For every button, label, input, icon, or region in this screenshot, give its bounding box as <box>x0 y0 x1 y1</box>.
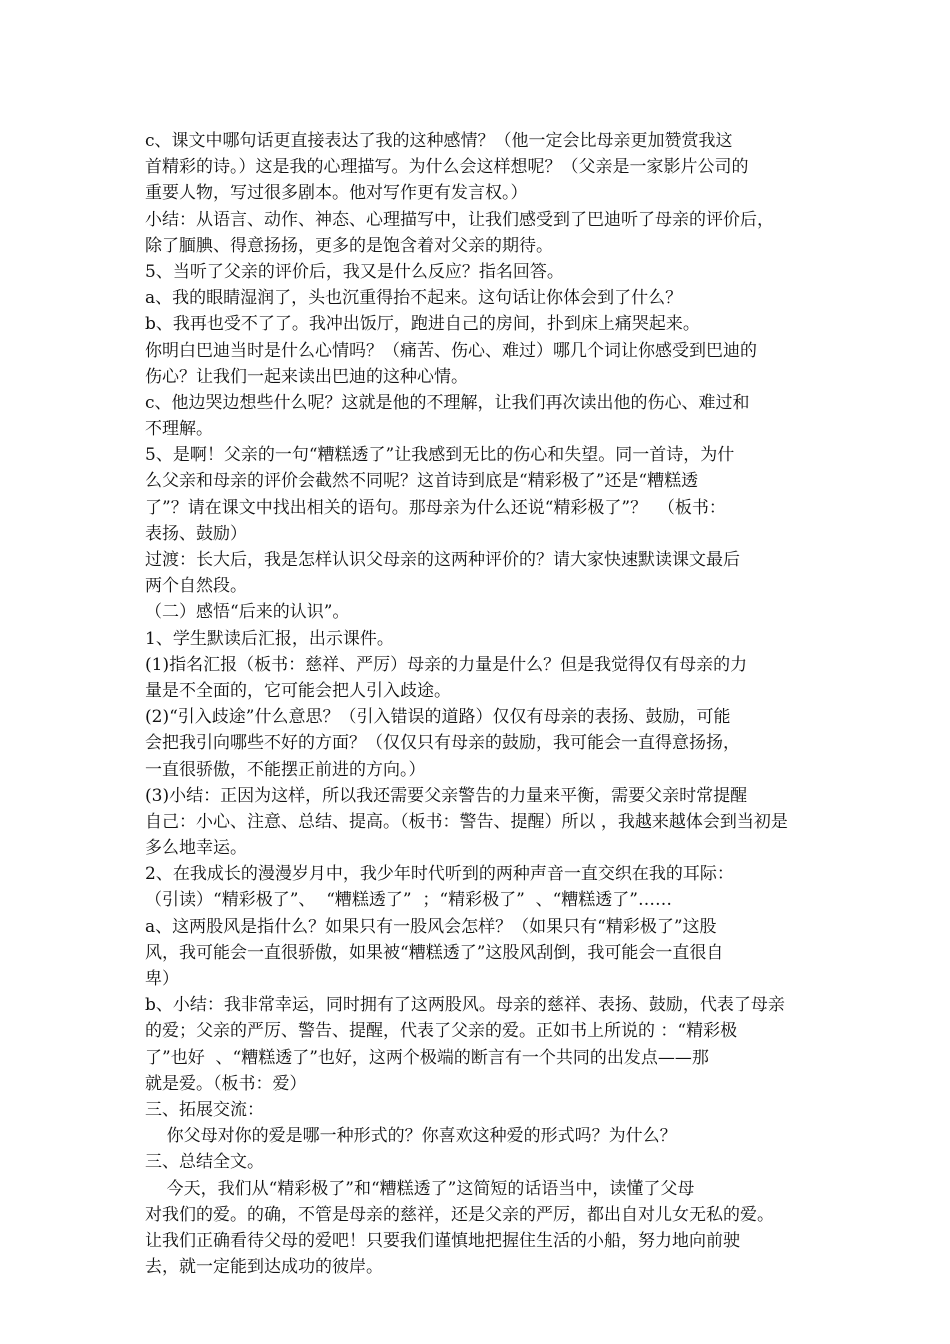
text-line: 1、学生默读后汇报，出示课件。 <box>145 628 394 649</box>
text-line: (1)指名汇报（板书：慈祥、严厉）母亲的力量是什么？但是我觉得仅有母亲的力 <box>145 654 748 675</box>
text-line: 就是爱。（板书：爱） <box>145 1073 307 1094</box>
text-line: 5、是啊！父亲的一句“糟糕透了”让我感到无比的伤心和失望。同一首诗，为什 <box>145 445 735 466</box>
text-line: 5、当听了父亲的评价后，我又是什么反应？指名回答。 <box>145 261 564 282</box>
text-line: 了”也好 、“糟糕透了”也好，这两个极端的断言有一个共同的出发点——那 <box>145 1047 709 1068</box>
text-line: 量是不全面的，它可能会把人引入歧途。 <box>145 680 451 701</box>
text-line: a、这两股风是指什么？如果只有一股风会怎样？（如果只有“精彩极了”这股 <box>145 916 717 937</box>
text-line: 2、在我成长的漫漫岁月中，我少年时代听到的两种声音一直交织在我的耳际： <box>145 864 734 885</box>
text-line: (2)“引入歧途”什么意思？（引入错误的道路）仅仅有母亲的表扬、鼓励，可能 <box>145 707 731 728</box>
text-line: 过渡：长大后，我是怎样认识父母亲的这两种评价的？请大家快速默读课文最后 <box>145 550 740 570</box>
text-line: 重要人物，写过很多剧本。他对写作更有发言权。） <box>145 183 528 204</box>
text-line: 除了腼腆、得意扬扬，更多的是饱含着对父亲的期待。 <box>145 235 553 256</box>
text-line: 多么地幸运。 <box>145 838 247 859</box>
text-line: 了”？请在课文中找出相关的语句。那母亲为什么还说“精彩极了”？ （板书： <box>145 497 726 518</box>
text-line: b、我再也受不了了。我冲出饭厅，跑进自己的房间，扑到床上痛哭起来。 <box>145 314 700 335</box>
text-line: c、他边哭边想些什么呢？这就是他的不理解，让我们再次读出他的伤心、难过和 <box>145 392 750 413</box>
text-line: （二）感悟“后来的认识”。 <box>145 602 350 623</box>
text-line: 卑） <box>145 969 179 989</box>
text-line: a、我的眼睛湿润了，头也沉重得抬不起来。这句话让你体会到了什么？ <box>145 288 683 309</box>
text-line: 一直很骄傲，不能摆正前进的方向。） <box>145 759 426 780</box>
text-line: 小结：从语言、动作、神态、心理描写中，让我们感受到了巴迪听了母亲的评价后， <box>145 209 774 230</box>
text-line: 么父亲和母亲的评价会截然不同呢？这首诗到底是“精彩极了”还是“糟糕透 <box>145 471 699 492</box>
text-line: 去，就一定能到达成功的彼岸。 <box>145 1257 383 1278</box>
text-line: 你明白巴迪当时是什么心情吗？（痛苦、伤心、难过）哪几个词让你感受到巴迪的 <box>145 340 757 361</box>
text-line: 你父母对你的爱是哪一种形式的？你喜欢这种爱的形式吗？为什么？ <box>145 1126 677 1147</box>
text-line: 伤心？让我们一起来读出巴迪的这种心情。 <box>145 366 468 387</box>
document-body <box>145 128 815 1280</box>
text-line: 不理解。 <box>145 419 213 440</box>
text-line: c、课文中哪句话更直接表达了我的这种感情？（他一定会比母亲更加赞赏我这 <box>145 131 733 151</box>
text-line: 自己：小心、注意、总结、提高。（板书：警告、提醒）所以 ，我越来越体会到当初是 <box>145 811 788 832</box>
text-line: 表扬、鼓励） <box>145 523 247 544</box>
text-line: b、小结：我非常幸运，同时拥有了这两股风。母亲的慈祥、表扬、鼓励，代表了母亲 <box>145 995 785 1016</box>
text-line: （引读）“精彩极了”、 “糟糕透了” ；“精彩极了” 、“糟糕透了”…… <box>145 890 672 911</box>
text-line: 的爱；父亲的严厉、警告、提醒，代表了父亲的爱。正如书上所说的 ：“精彩极 <box>145 1021 738 1042</box>
text-line: 两个自然段。 <box>145 576 247 597</box>
text-line: (3)小结：正因为这样，所以我还需要父亲警告的力量来平衡，需要父亲时常提醒 <box>145 785 748 806</box>
text-line: 会把我引向哪些不好的方面？（仅仅只有母亲的鼓励，我可能会一直得意扬扬， <box>145 733 740 754</box>
text-line: 风，我可能会一直很骄傲，如果被“糟糕透了”这股风刮倒，我可能会一直很自 <box>145 942 724 963</box>
text-line: 三、拓展交流： <box>145 1099 264 1120</box>
text-line: 首精彩的诗。）这是我的心理描写。为什么会这样想呢？（父亲是一家影片公司的 <box>145 157 749 178</box>
text-line: 让我们正确看待父母的爱吧！只要我们谨慎地把握住生活的小船，努力地向前驶 <box>145 1230 740 1251</box>
text-line: 对我们的爱。的确，不管是母亲的慈祥，还是父亲的严厉，都出自对儿女无私的爱。 <box>145 1204 774 1225</box>
text-line: 三、总结全文。 <box>145 1152 264 1173</box>
text-line: 今天，我们从“精彩极了”和“糟糕透了”这简短的话语当中，读懂了父母 <box>145 1178 695 1199</box>
